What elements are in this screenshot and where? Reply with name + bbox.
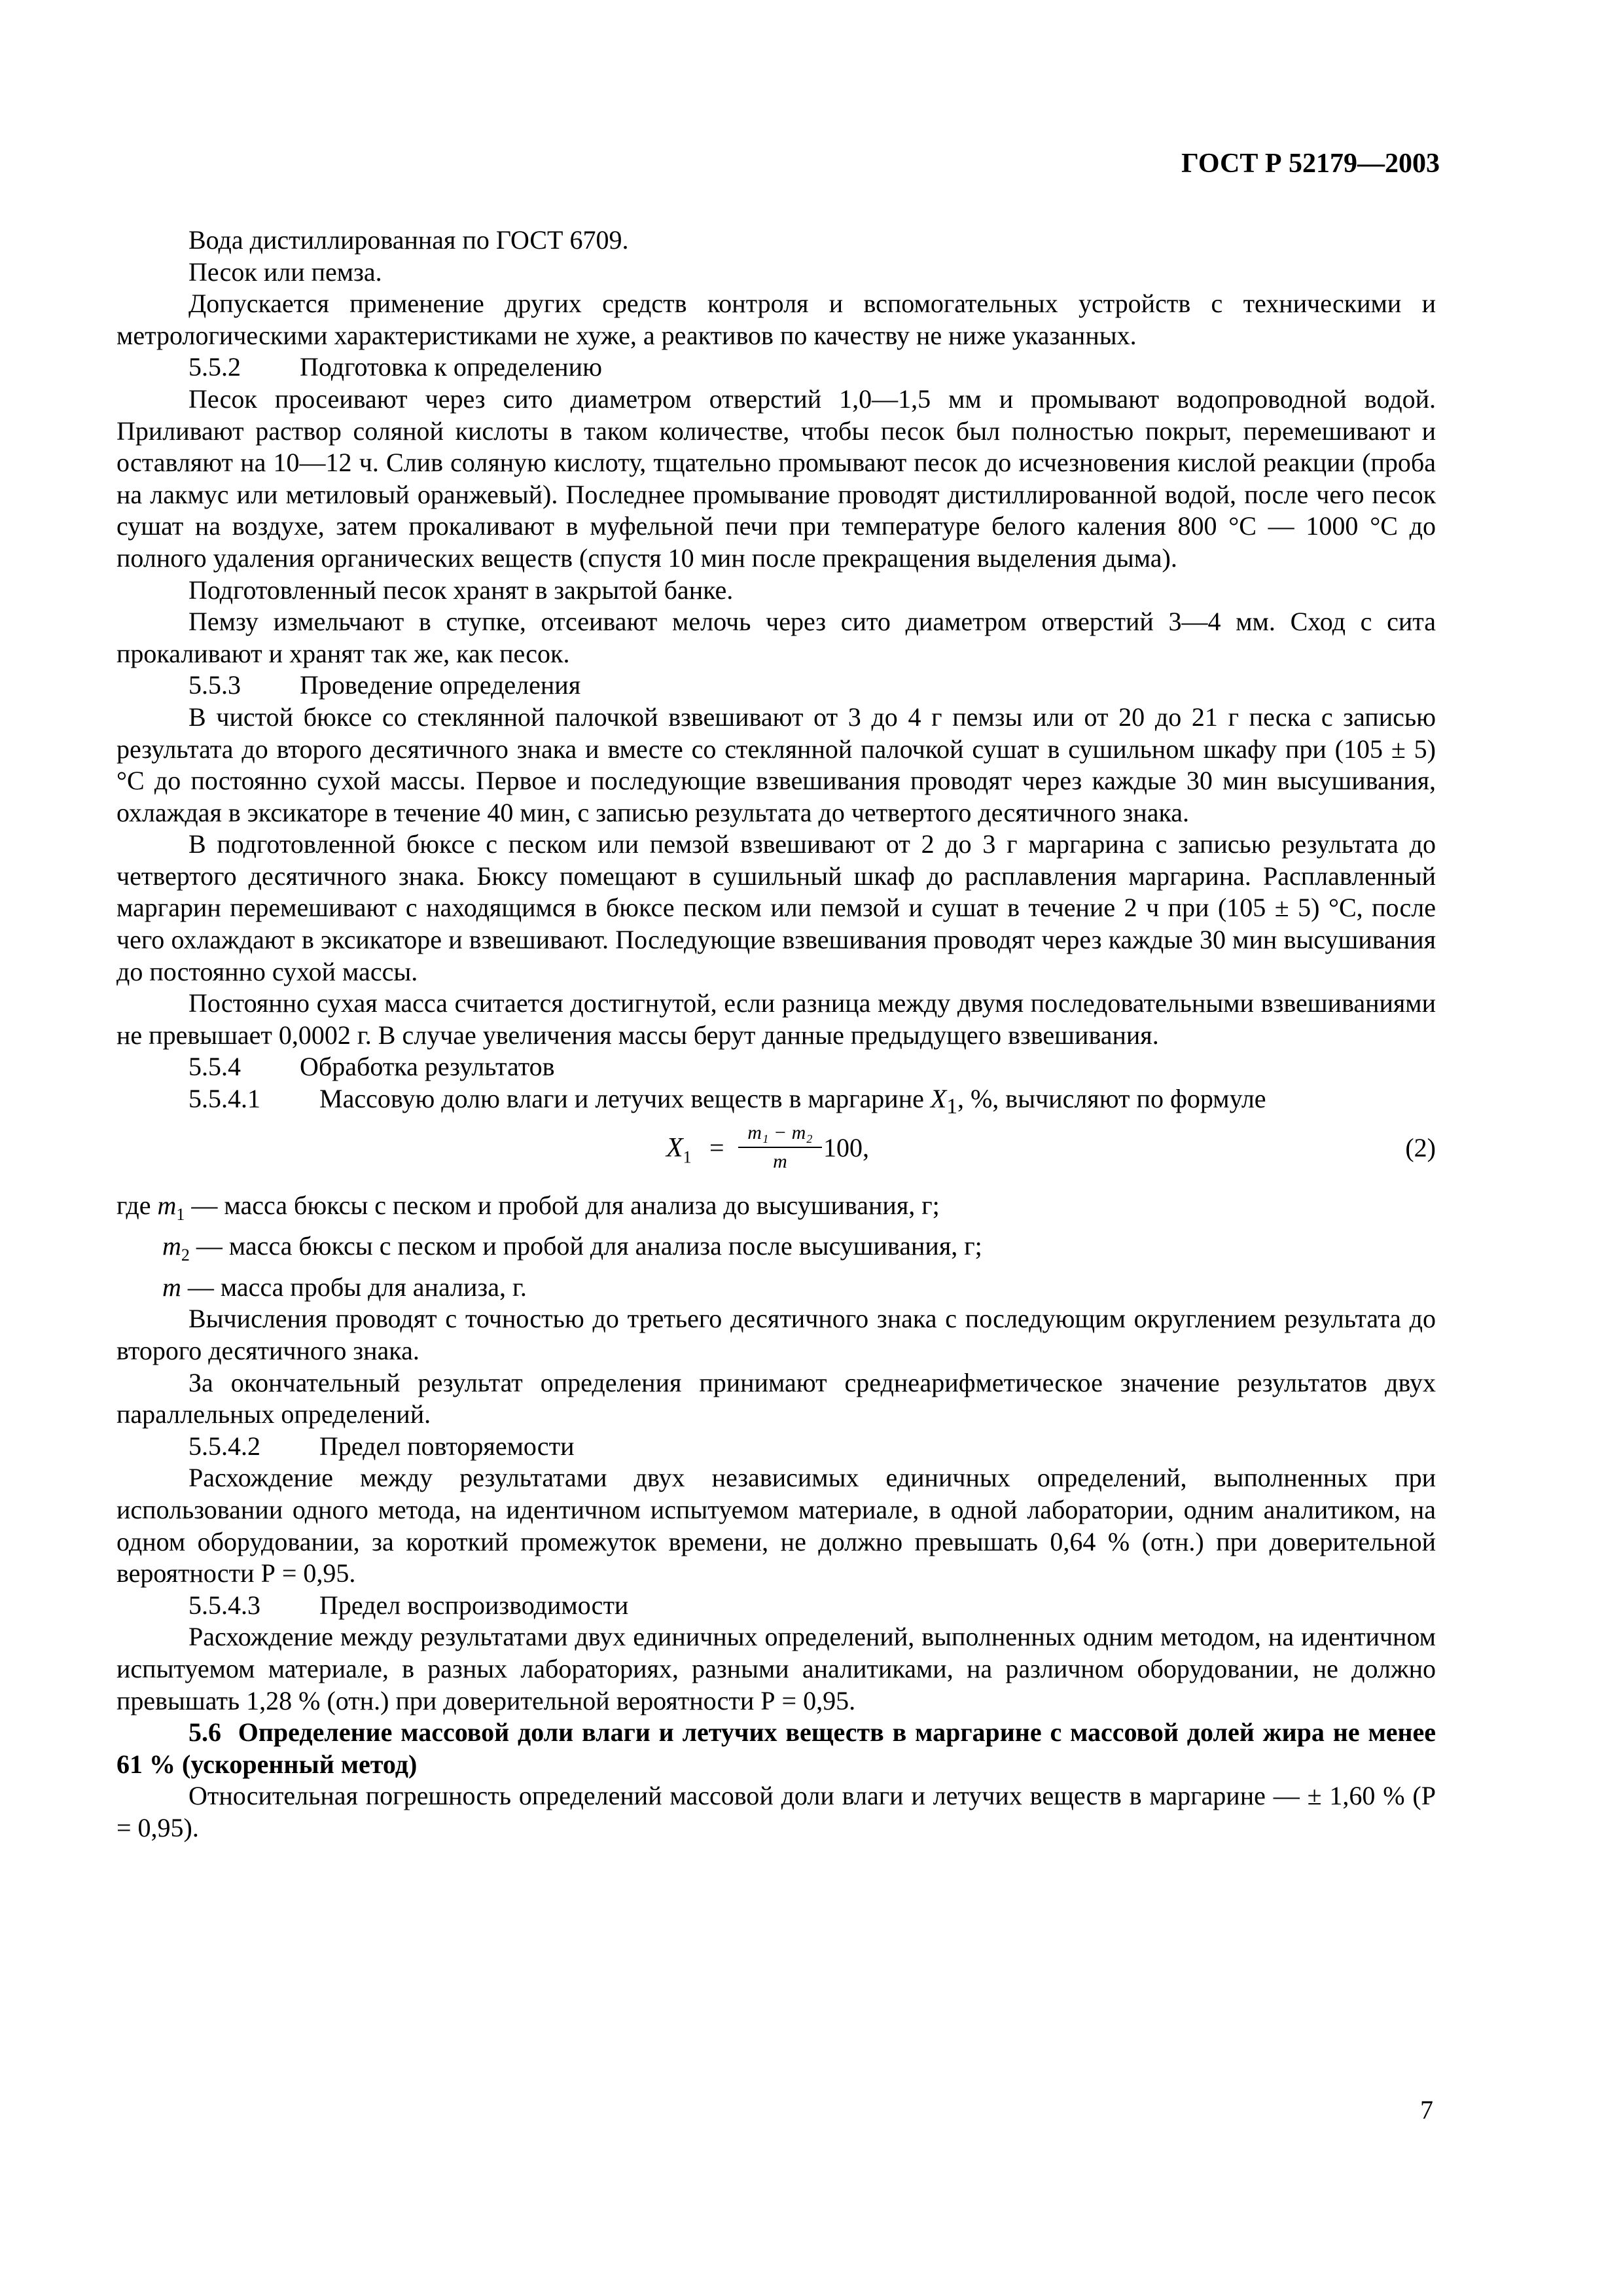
section-number: 5.5.4.1	[188, 1084, 260, 1114]
section-title: Обработка результатов	[300, 1052, 555, 1082]
paragraph: Вода дистиллированная по ГОСТ 6709.	[188, 225, 629, 255]
section-heading-5-5-3	[116, 670, 1436, 702]
section-number: 5.5.4.3	[188, 1590, 260, 1620]
formula-numerator: m₁ − m₂	[738, 1121, 822, 1148]
formula-denominator: m	[773, 1150, 787, 1172]
standard-header: ГОСТ Р 52179—2003	[1181, 149, 1440, 179]
section-number: 5.6	[188, 1717, 221, 1748]
legend-variable	[162, 1231, 190, 1265]
formula-number: (2)	[1405, 1132, 1436, 1162]
variable: m	[162, 1231, 181, 1261]
legend-text: — масса бюксы с песком и пробой для анализа до высушивания, г;	[185, 1190, 940, 1220]
subscript: 2	[181, 1246, 190, 1265]
section-heading-5-5-4-3	[116, 1590, 1436, 1622]
section-heading-5-6	[116, 1717, 1436, 1780]
paragraph: Пемзу измельчают в ступке, отсеивают мелочь через сито диаметром отверстий 3—4 мм. Сход с сита прокаливают и хранят так же, как песок.	[116, 607, 1436, 668]
section-number: 5.5.4	[188, 1052, 241, 1082]
section-text: , %, вычисляют по формуле	[957, 1084, 1266, 1114]
section-number: 5.5.2	[188, 352, 241, 382]
section-title: Предел повторяемости	[319, 1431, 575, 1461]
legend-line	[116, 1272, 1436, 1304]
subscript: 1	[946, 1094, 957, 1119]
legend-text: — масса бюксы с песком и пробой для анализа после высушивания, г;	[189, 1231, 982, 1261]
section-number: 5.5.3	[188, 670, 241, 700]
legend-variable	[157, 1190, 185, 1224]
formula-factor: 100,	[823, 1132, 869, 1162]
legend-line	[116, 1230, 1436, 1272]
legend-prefix: где	[116, 1190, 158, 1220]
formula-subscript: 1	[683, 1147, 692, 1167]
formula-fraction	[738, 1121, 822, 1174]
variable: m	[157, 1190, 177, 1220]
paragraph: Песок или пемза.	[188, 257, 382, 287]
section-title: Предел воспроизводимости	[319, 1590, 629, 1620]
section-title: Подготовка к определению	[300, 352, 602, 382]
section-text: Массовую долю влаги и летучих веществ в маргарине	[319, 1084, 931, 1114]
document-body	[116, 224, 1436, 1844]
section-heading-5-5-4-2	[116, 1431, 1436, 1463]
variable: X	[930, 1084, 947, 1114]
paragraph: Относительная погрешность определений массовой доли влаги и летучих веществ в маргарине — ± 1,60 % (Р = 0,95).	[116, 1781, 1436, 1842]
section-number: 5.5.4.2	[188, 1431, 260, 1461]
section-title: Определение массовой доли влаги и летучих веществ в маргарине с массовой долей жира не менее 61 % (ускоренный метод)	[116, 1717, 1436, 1779]
paragraph: За окончательный результат определения принимают среднеарифметическое значение результатов двух параллельных определений.	[116, 1367, 1436, 1429]
legend-line	[116, 1190, 1436, 1231]
paragraph: Песок просеивают через сито диаметром отверстий 1,0—1,5 мм и промывают водопроводной водой. Приливают раствор соляной кислоты в таком количестве, чтобы песок был полностью покрыт, перемешивают и оставляют на 10—12 ч. Слив соляную кислоту, тщательно промывают песок до исчезновения кислой реакции (проба на лакмус или метиловый оранжевый). Последнее промывание проводят дистиллированной водой, после чего песок сушат на воздухе, затем прокаливают в муфельной печи при температуре белого каления 800 °С — 1000 °С до полного удаления органических веществ (спустя 10 мин после прекращения выделения дыма).	[116, 384, 1436, 573]
formula-2	[116, 1121, 1436, 1190]
paragraph: Расхождение между результатами двух независимых единичных определений, выполненных при использовании одного метода, на идентичном испытуемом материале, в одной лаборатории, одним аналитиком, на одном оборудовании, за короткий промежуток времени, не должно превышать 0,64 % (отн.) при доверительной вероятности Р = 0,95.	[116, 1463, 1436, 1588]
paragraph: Постоянно сухая масса считается достигнутой, если разница между двумя последовательными взвешиваниями не превышает 0,0002 г. В случае увеличения массы берут данные предыдущего взвешивания.	[116, 988, 1436, 1050]
section-heading-5-5-4-1	[116, 1083, 1436, 1123]
paragraph: Вычисления проводят с точностью до третьего десятичного знака с последующим округлением результата до второго десятичного знака.	[116, 1304, 1436, 1365]
legend-text: — масса пробы для анализа, г.	[181, 1272, 527, 1302]
section-heading-5-5-4	[116, 1051, 1436, 1083]
page-number: 7	[1420, 2095, 1433, 2125]
formula-variable: X	[666, 1132, 683, 1163]
paragraph: Подготовленный песок хранят в закрытой банке.	[188, 575, 734, 605]
paragraph: В подготовленной бюксе с песком или пемзой взвешивают от 2 до 3 г маргарина с записью результата до четвертого десятичного знака. Бюксу помещают в сушильный шкаф до расплавления маргарина. Расплавленный маргарин перемешивают с находящимся в бюксе песком или пемзой и сушат в течение 2 ч при (105 ± 5) °С, после чего охлаждают в эксикаторе и взвешивают. Последующие взвешивания проводят через каждые 30 мин высушивания до постоянно сухой массы.	[116, 829, 1436, 986]
formula-equals: =	[709, 1132, 724, 1162]
subscript: 1	[176, 1204, 185, 1224]
formula-lhs	[666, 1132, 692, 1174]
paragraph: В чистой бюксе со стеклянной палочкой взвешивают от 3 до 4 г пемзы или от 20 до 21 г песка с записью результата до второго десятичного знака и вместе со стеклянной палочкой сушат в сушильном шкафу при (105 ± 5) °С до постоянно сухой массы. Первое и последующие взвешивания проводят через каждые 30 мин высушивания, охлаждая в эксикаторе в течение 40 мин, с записью результата до четвертого десятичного знака.	[116, 702, 1436, 827]
paragraph: Допускается применение других средств контроля и вспомогательных устройств с техническими и метрологическими характеристиками не хуже, а реактивов по качеству не ниже указанных.	[116, 289, 1436, 350]
section-heading-5-5-2	[116, 351, 1436, 384]
paragraph: Расхождение между результатами двух единичных определений, выполненных одним методом, на идентичном испытуемом материале, в разных лабораториях, разными аналитиками, на различном оборудовании, не должно превышать 1,28 % (отн.) при доверительной вероятности Р = 0,95.	[116, 1622, 1436, 1715]
section-title: Проведение определения	[300, 670, 581, 700]
legend-variable: m	[162, 1272, 181, 1302]
